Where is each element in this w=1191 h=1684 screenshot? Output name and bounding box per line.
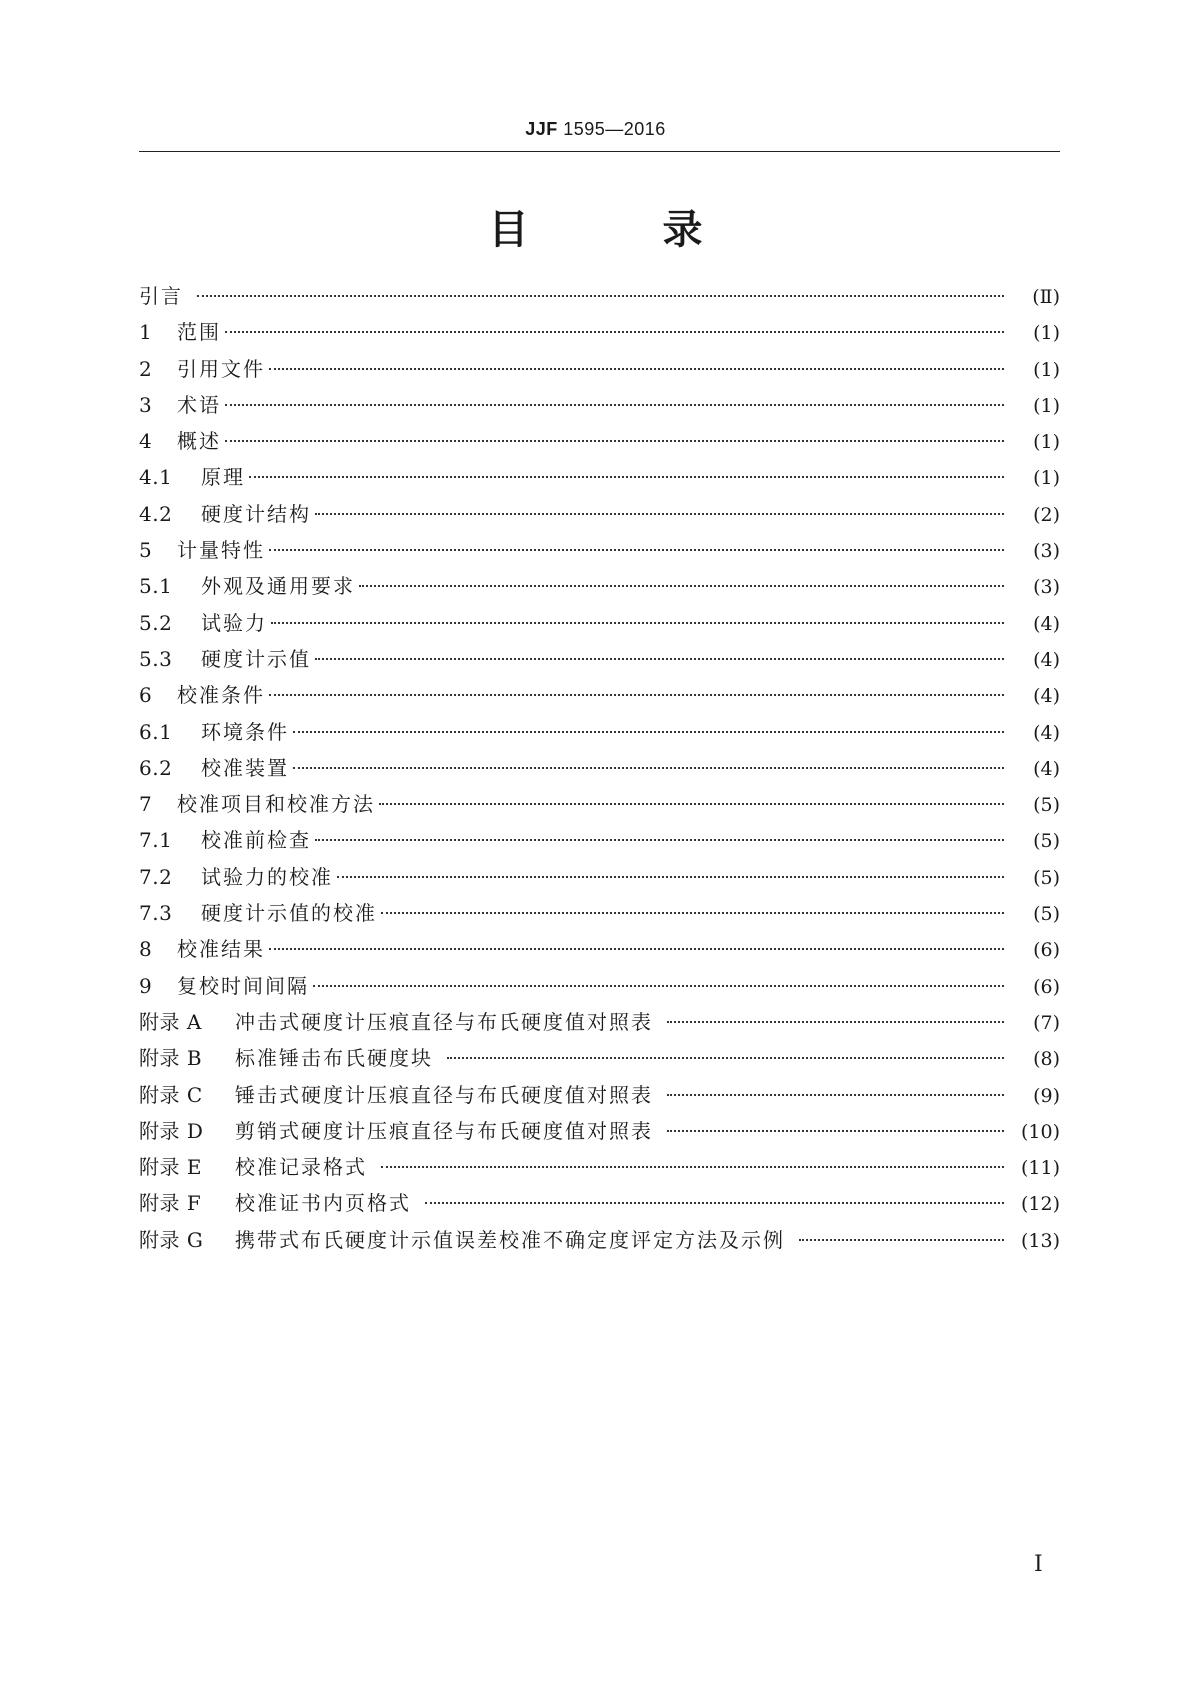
toc-entry-number: 4.2 bbox=[139, 501, 173, 526]
toc-entry-label: 术语 bbox=[177, 392, 221, 417]
toc-entry[interactable] bbox=[139, 968, 1060, 1004]
toc-leader-dots bbox=[379, 803, 1004, 805]
toc-entry-number: 附录 C bbox=[139, 1082, 203, 1107]
toc-entry-number: 6.1 bbox=[139, 719, 173, 744]
toc-entry-number: 3 bbox=[139, 392, 153, 417]
toc-entry[interactable] bbox=[139, 822, 1060, 858]
toc-entry-label: 校准装置 bbox=[201, 755, 289, 780]
toc-leader-dots bbox=[293, 731, 1004, 733]
toc-entry-page: (4) bbox=[1033, 721, 1060, 744]
toc-entry[interactable] bbox=[139, 314, 1060, 350]
toc-entry[interactable] bbox=[139, 387, 1060, 423]
toc-entry-appendix[interactable] bbox=[139, 1149, 1060, 1185]
toc-entry-label: 引言 bbox=[139, 284, 183, 308]
toc-entry-page: (5) bbox=[1033, 866, 1060, 889]
toc-entry-page: (6) bbox=[1033, 939, 1060, 962]
toc-entry-page: (5) bbox=[1033, 903, 1060, 926]
toc-leader-dots bbox=[359, 585, 1004, 587]
toc-leader-dots bbox=[269, 948, 1004, 950]
page-title: 目 录 bbox=[488, 207, 763, 253]
toc-entry-page: (13) bbox=[1020, 1229, 1060, 1252]
toc-entry-page: (5) bbox=[1033, 830, 1060, 853]
toc-entry-page: (3) bbox=[1033, 576, 1060, 599]
toc-entry-page: (8) bbox=[1033, 1048, 1060, 1071]
toc-entry[interactable] bbox=[139, 605, 1060, 641]
toc-entry[interactable] bbox=[139, 714, 1060, 750]
toc-entry-label: 标准锤击布氏硬度块 bbox=[235, 1046, 433, 1071]
toc-entry-number: 2 bbox=[139, 356, 153, 381]
toc-entry-label: 外观及通用要求 bbox=[201, 574, 355, 599]
toc-entry-label: 计量特性 bbox=[177, 538, 265, 563]
toc-entry[interactable] bbox=[139, 568, 1060, 604]
toc-entry[interactable] bbox=[139, 423, 1060, 459]
toc-entry[interactable] bbox=[139, 459, 1060, 495]
toc-leader-dots bbox=[667, 1130, 1004, 1132]
toc-entry-number: 5.3 bbox=[139, 646, 173, 671]
page-number: Ⅰ bbox=[1034, 1552, 1043, 1577]
toc-leader-dots bbox=[337, 876, 1004, 878]
toc-entry-page: (4) bbox=[1033, 612, 1060, 635]
toc-leader-dots bbox=[197, 295, 1004, 297]
toc-entry-label: 引用文件 bbox=[177, 356, 265, 381]
table-of-contents bbox=[139, 278, 1060, 1258]
toc-entry-number: 附录 D bbox=[139, 1118, 204, 1143]
toc-leader-dots bbox=[313, 985, 1004, 987]
toc-entry-page: (9) bbox=[1033, 1084, 1060, 1107]
document-code-prefix: JJF bbox=[525, 119, 558, 139]
toc-leader-dots bbox=[269, 368, 1004, 370]
document-code-number: 1595—2016 bbox=[557, 119, 666, 139]
toc-entry-label: 硬度计示值的校准 bbox=[201, 901, 377, 926]
toc-entry-label: 原理 bbox=[201, 465, 245, 490]
toc-entry-label: 携带式布氏硬度计示值误差校准不确定度评定方法及示例 bbox=[235, 1227, 785, 1252]
toc-entry[interactable] bbox=[139, 641, 1060, 677]
toc-entry-label: 校准项目和校准方法 bbox=[177, 792, 375, 817]
toc-entry-page: (11) bbox=[1020, 1157, 1060, 1180]
toc-entry[interactable] bbox=[139, 532, 1060, 568]
toc-entry-label: 硬度计结构 bbox=[201, 501, 311, 526]
toc-entry[interactable] bbox=[139, 859, 1060, 895]
header-divider bbox=[139, 151, 1060, 152]
toc-entry-number: 7.3 bbox=[139, 901, 173, 926]
toc-entry-page: (3) bbox=[1033, 540, 1060, 563]
toc-entry-page: (7) bbox=[1033, 1011, 1060, 1034]
toc-entry-page: (1) bbox=[1033, 394, 1060, 417]
toc-entry[interactable] bbox=[139, 677, 1060, 713]
toc-entry-page: (1) bbox=[1033, 467, 1060, 490]
toc-entry-label: 试验力的校准 bbox=[201, 864, 333, 889]
toc-leader-dots bbox=[225, 440, 1004, 442]
toc-entry[interactable] bbox=[139, 496, 1060, 532]
toc-entry-number: 5.2 bbox=[139, 610, 173, 635]
toc-entry-number: 附录 F bbox=[139, 1191, 202, 1216]
toc-entry-label: 硬度计示值 bbox=[201, 646, 311, 671]
toc-entry-number: 4 bbox=[139, 429, 153, 454]
toc-leader-dots bbox=[225, 404, 1004, 406]
toc-entry-number: 6 bbox=[139, 683, 153, 708]
toc-leader-dots bbox=[315, 839, 1004, 841]
toc-leader-dots bbox=[425, 1202, 1004, 1204]
toc-entry-appendix[interactable] bbox=[139, 1077, 1060, 1113]
toc-entry-label: 校准证书内页格式 bbox=[235, 1191, 411, 1216]
toc-entry-page: (10) bbox=[1020, 1120, 1060, 1143]
toc-entry-label: 试验力 bbox=[201, 610, 267, 635]
toc-entry-number: 1 bbox=[139, 320, 153, 345]
toc-leader-dots bbox=[293, 767, 1004, 769]
toc-entry-appendix[interactable] bbox=[139, 1040, 1060, 1076]
toc-entry-page: (4) bbox=[1033, 685, 1060, 708]
toc-entry-number: 8 bbox=[139, 937, 153, 962]
toc-entry-number: 5 bbox=[139, 538, 153, 563]
toc-entry-number: 5.1 bbox=[139, 574, 173, 599]
toc-leader-dots bbox=[667, 1094, 1004, 1096]
toc-entry[interactable] bbox=[139, 351, 1060, 387]
toc-entry-page: (Ⅱ) bbox=[1032, 286, 1060, 308]
toc-entry-page: (1) bbox=[1033, 431, 1060, 454]
toc-entry-page: (4) bbox=[1033, 648, 1060, 671]
toc-leader-dots bbox=[269, 549, 1004, 551]
toc-entry-label: 剪销式硬度计压痕直径与布氏硬度值对照表 bbox=[235, 1118, 653, 1143]
toc-entry-appendix[interactable] bbox=[139, 1004, 1060, 1040]
document-code bbox=[0, 119, 1191, 140]
toc-leader-dots bbox=[269, 694, 1004, 696]
toc-entry-page: (12) bbox=[1020, 1193, 1060, 1216]
toc-leader-dots bbox=[249, 476, 1004, 478]
toc-entry-number: 附录 A bbox=[139, 1009, 202, 1034]
toc-entry-label: 环境条件 bbox=[201, 719, 289, 744]
toc-entry-appendix[interactable] bbox=[139, 1185, 1060, 1221]
toc-entry-number: 4.1 bbox=[139, 465, 173, 490]
toc-entry-page: (6) bbox=[1033, 975, 1060, 998]
toc-entry-label: 校准前检查 bbox=[201, 828, 311, 853]
toc-entry-number: 6.2 bbox=[139, 755, 173, 780]
toc-leader-dots bbox=[225, 331, 1004, 333]
toc-leader-dots bbox=[315, 658, 1004, 660]
toc-entry-page: (5) bbox=[1033, 794, 1060, 817]
toc-entry-label: 概述 bbox=[177, 429, 221, 454]
toc-entry-page: (4) bbox=[1033, 757, 1060, 780]
toc-entry-label: 校准记录格式 bbox=[235, 1155, 367, 1180]
toc-entry[interactable] bbox=[139, 931, 1060, 967]
toc-entry-label: 冲击式硬度计压痕直径与布氏硬度值对照表 bbox=[235, 1009, 653, 1034]
toc-entry-number: 附录 G bbox=[139, 1227, 204, 1252]
toc-entry-label: 范围 bbox=[177, 320, 221, 345]
toc-entry-label: 校准结果 bbox=[177, 937, 265, 962]
toc-entry-number: 附录 E bbox=[139, 1155, 202, 1180]
toc-entry-number: 7.1 bbox=[139, 828, 173, 853]
toc-leader-dots bbox=[271, 622, 1004, 624]
toc-entry-label: 校准条件 bbox=[177, 683, 265, 708]
toc-entry[interactable] bbox=[139, 750, 1060, 786]
toc-entry[interactable] bbox=[139, 786, 1060, 822]
toc-entry-number: 7.2 bbox=[139, 864, 173, 889]
toc-entry-label: 锤击式硬度计压痕直径与布氏硬度值对照表 bbox=[235, 1082, 653, 1107]
toc-leader-dots bbox=[381, 1166, 1004, 1168]
toc-entry-intro[interactable] bbox=[139, 278, 1060, 314]
toc-leader-dots bbox=[667, 1021, 1004, 1023]
toc-entry[interactable] bbox=[139, 895, 1060, 931]
toc-entry-number: 9 bbox=[139, 973, 153, 998]
toc-entry-label: 复校时间间隔 bbox=[177, 973, 309, 998]
toc-entry-page: (1) bbox=[1033, 358, 1060, 381]
toc-leader-dots bbox=[315, 513, 1004, 515]
toc-entry-number: 7 bbox=[139, 792, 153, 817]
toc-leader-dots bbox=[381, 912, 1004, 914]
toc-leader-dots bbox=[447, 1057, 1004, 1059]
toc-leader-dots bbox=[799, 1239, 1004, 1241]
toc-entry-appendix[interactable] bbox=[139, 1113, 1060, 1149]
toc-entry-number: 附录 B bbox=[139, 1046, 203, 1071]
toc-entry-page: (2) bbox=[1033, 503, 1060, 526]
toc-entry-appendix[interactable] bbox=[139, 1222, 1060, 1258]
toc-entry-page: (1) bbox=[1033, 322, 1060, 345]
